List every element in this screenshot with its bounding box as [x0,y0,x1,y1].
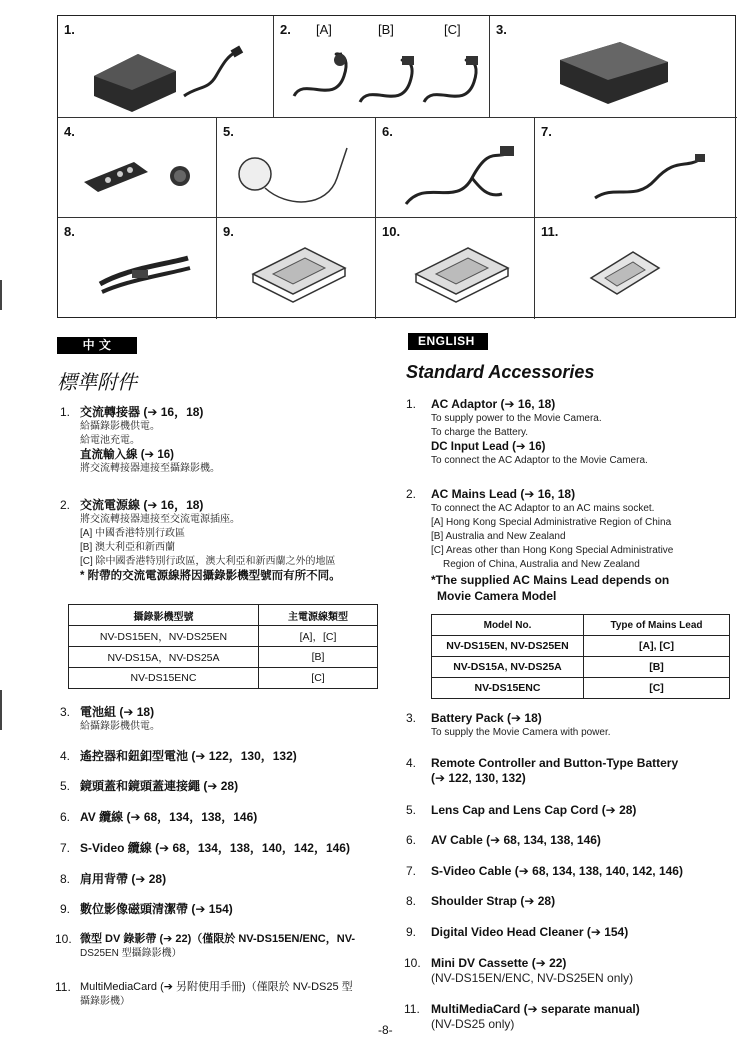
table-cell: NV-DS15A, NV-DS25A [432,657,584,678]
item-number: 9. [406,925,417,939]
item-number: 3. [406,711,417,725]
margin-mark [0,280,2,310]
item-plain: (NV-DS15EN/ENC, NV-DS25EN only) [431,971,634,985]
item-sub: To connect the AC Adaptor to the Movie Camera. [431,455,648,466]
item-number: 5. [223,124,234,139]
table-row [69,626,378,647]
table-header: Model No. [432,615,584,636]
item-number: 4. [64,124,75,139]
item-sub: DC Input Lead (➔ 16) [431,441,546,453]
item-sub: To supply the Movie Camera with power. [431,727,611,738]
item-sub: 將交流轉接器連接至攝錄影機。 [80,463,220,474]
item-note: Movie Camera Model [437,589,557,603]
lens-cap-icon [217,118,376,218]
item-title: AC Adaptor (➔ 16, 18) [431,397,556,411]
table-cell: NV-DS15EN，NV-DS25EN [69,626,259,647]
item-sub: 直流輸入線 (➔ 16) [80,449,174,461]
table-row [69,668,378,689]
table-cell: NV-DS15ENC [432,678,584,699]
zh-item-10 [55,932,390,961]
zh-item-3 [60,705,380,734]
item-sub: 給攝錄影機供電。 [80,421,160,432]
table-cell: [A], [C] [584,636,730,657]
item-title: (➔ 122, 130, 132) [431,771,526,785]
item-number: 11. [541,224,559,239]
multimediacard-icon [535,218,737,319]
item-sub: [C] Areas other than Hong Kong Special Administrative [431,545,674,556]
variant-label: [C] [444,22,461,37]
variant-label: [B] [378,22,394,37]
cell-7 [535,118,737,218]
item-sub: 將交流轉接器連接至交流電源插座。 [80,514,240,525]
item-sub: * 附帶的交流電源線將因攝錄影機型號而有所不同。 [80,570,341,582]
item-number: 9. [223,224,234,239]
av-cable-icon [376,118,535,218]
page-number: -8- [378,1023,393,1037]
margin-mark [0,690,2,730]
en-item-4 [406,756,736,786]
item-title: 交流電源線 (➔ 16，18) [80,498,204,512]
en-item-8 [406,894,736,909]
table-cell: [C] [259,668,378,689]
item-title: Shoulder Strap (➔ 28) [431,894,556,908]
zh-item-9 [60,902,380,917]
language-badge-english: ENGLISH [408,333,488,350]
en-item-7 [406,864,736,879]
item-title: 微型 DV 錄影帶 (➔ 22)（僅限於 NV-DS15EN/ENC，NV- [80,933,356,945]
item-number: 3. [496,22,507,37]
language-badge-chinese: 中 文 [57,337,137,354]
item-sub: [A] 中國香港特別行政區 [80,528,186,539]
item-title: 交流轉接器 (➔ 16，18) [80,405,204,419]
item-title: S-Video Cable (➔ 68, 134, 138, 140, 142, 146) [431,864,683,878]
item-title: 數位影像磁頭清潔帶 (➔ 154) [80,902,233,916]
item-sub: To charge the Battery. [431,427,529,438]
item-number: 6. [382,124,393,139]
item-sub: [B] 澳大利亞和新西蘭 [80,542,176,553]
item-number: 7. [541,124,552,139]
cell-6 [376,118,535,218]
en-item-10 [404,956,736,985]
item-sub: To supply power to the Movie Camera. [431,413,602,424]
item-number: 5. [406,803,417,817]
item-number: 6. [406,833,417,847]
item-number: 7. [60,841,71,855]
item-number: 1. [406,397,417,411]
table-cell: NV-DS15ENC [69,668,259,689]
table-row [69,647,378,668]
item-number: 11. [404,1002,420,1016]
item-sub: To connect the AC Adaptor to an AC mains socket. [431,503,655,514]
mains-lead-icon [274,16,490,118]
ac-adaptor-icon [58,16,274,118]
table-cell: [B] [584,657,730,678]
item-sub: 給攝錄影機供電。 [80,721,160,732]
item-number: 7. [406,864,417,878]
s-video-cable-icon [535,118,737,218]
item-title: 鏡頭蓋和鏡頭蓋連接繩 (➔ 28) [80,779,239,793]
item-title: Digital Video Head Cleaner (➔ 154) [431,925,629,939]
table-cell: [A]，[C] [259,626,378,647]
zh-item-6 [60,810,380,825]
item-number: 11. [55,980,71,994]
zh-mains-lead-table [68,604,378,689]
cell-3 [490,16,737,118]
item-title: 肩用背帶 (➔ 28) [80,872,167,886]
cell-5 [217,118,376,218]
item-number: 3. [60,705,71,719]
zh-item-5 [60,779,380,794]
item-note: *The supplied AC Mains Lead depends on [431,573,670,587]
zh-item-4 [60,749,380,764]
item-number: 10. [382,224,401,239]
item-title: Battery Pack (➔ 18) [431,711,542,725]
item-number: 2. [280,22,291,37]
section-title-english: Standard Accessories [406,362,595,382]
item-sub: Region of China, Australia and New Zealand [443,559,640,570]
en-item-5 [406,803,736,818]
item-sub: 攝錄影機） [80,996,130,1007]
cell-1 [58,16,274,118]
cell-2 [274,16,490,118]
table-row [432,678,730,699]
en-item-2 [406,487,736,604]
en-item-6 [406,833,736,848]
table-header: Type of Mains Lead [584,615,730,636]
table-row [432,636,730,657]
item-number: 8. [60,872,71,886]
table-cell: [B] [259,647,378,668]
zh-item-11 [55,980,390,1009]
item-title: 遙控器和鈕釦型電池 (➔ 122，130，132) [80,749,297,763]
item-number: 10. [55,932,72,946]
section-title-chinese: 標準附件 [57,372,137,394]
item-title: Remote Controller and Button-Type Battery [431,756,679,770]
item-title: 電池組 (➔ 18) [80,705,155,719]
item-number: 9. [60,902,71,916]
item-number: 4. [60,749,71,763]
item-sub: [C] 除中國香港特別行政區，澳大利亞和新西蘭之外的地區 [80,556,336,567]
en-item-9 [406,925,736,940]
item-sub: 給電池充電。 [80,435,140,446]
item-title: AV Cable (➔ 68, 134, 138, 146) [431,833,601,847]
item-number: 8. [64,224,75,239]
cell-10 [376,218,535,319]
battery-pack-icon [490,16,737,118]
item-number: 1. [64,22,75,37]
variant-label: [A] [316,22,332,37]
item-sub: [B] Australia and New Zealand [431,531,566,542]
item-sub: DS25EN 型攝錄影機） [80,948,182,959]
table-header: 主電源線類型 [259,605,378,626]
item-number: 10. [404,956,421,970]
zh-item-1 [60,405,380,476]
table-cell: NV-DS15EN, NV-DS25EN [432,636,584,657]
remote-controller-icon [58,118,217,218]
cell-8 [58,218,217,319]
zh-item-8 [60,872,380,887]
en-item-3 [406,711,736,740]
item-title: Lens Cap and Lens Cap Cord (➔ 28) [431,803,637,817]
item-number: 6. [60,810,71,824]
accessories-grid [57,15,736,318]
table-row [432,657,730,678]
item-title: MultiMediaCard (➔ 另附使用手冊)（僅限於 NV-DS25 型 [80,981,353,993]
table-cell: [C] [584,678,730,699]
item-number: 1. [60,405,71,419]
shoulder-strap-icon [58,218,217,319]
table-header: 攝錄影機型號 [69,605,259,626]
item-number: 4. [406,756,417,770]
item-title: AV 纜線 (➔ 68，134，138，146) [80,810,258,824]
en-item-11 [404,1002,736,1031]
item-plain: (NV-DS25 only) [431,1017,515,1031]
en-mains-lead-table [431,614,730,699]
item-title: AC Mains Lead (➔ 16, 18) [431,487,576,501]
item-number: 2. [60,498,71,512]
zh-item-2 [60,498,390,583]
cell-9 [217,218,376,319]
item-sub: [A] Hong Kong Special Administrative Region of China [431,517,672,528]
head-cleaner-icon [217,218,376,319]
en-item-1 [406,397,736,468]
item-number: 2. [406,487,417,501]
cell-11 [535,218,737,319]
zh-item-7 [60,841,380,856]
table-cell: NV-DS15A，NV-DS25A [69,647,259,668]
item-number: 8. [406,894,417,908]
item-number: 5. [60,779,71,793]
mini-dv-cassette-icon [376,218,535,319]
item-title: Mini DV Cassette (➔ 22) [431,956,567,970]
item-title: S-Video 纜線 (➔ 68，134，138，140，142，146) [80,841,350,855]
cell-4 [58,118,217,218]
item-title: MultiMediaCard (➔ separate manual) [431,1002,640,1016]
